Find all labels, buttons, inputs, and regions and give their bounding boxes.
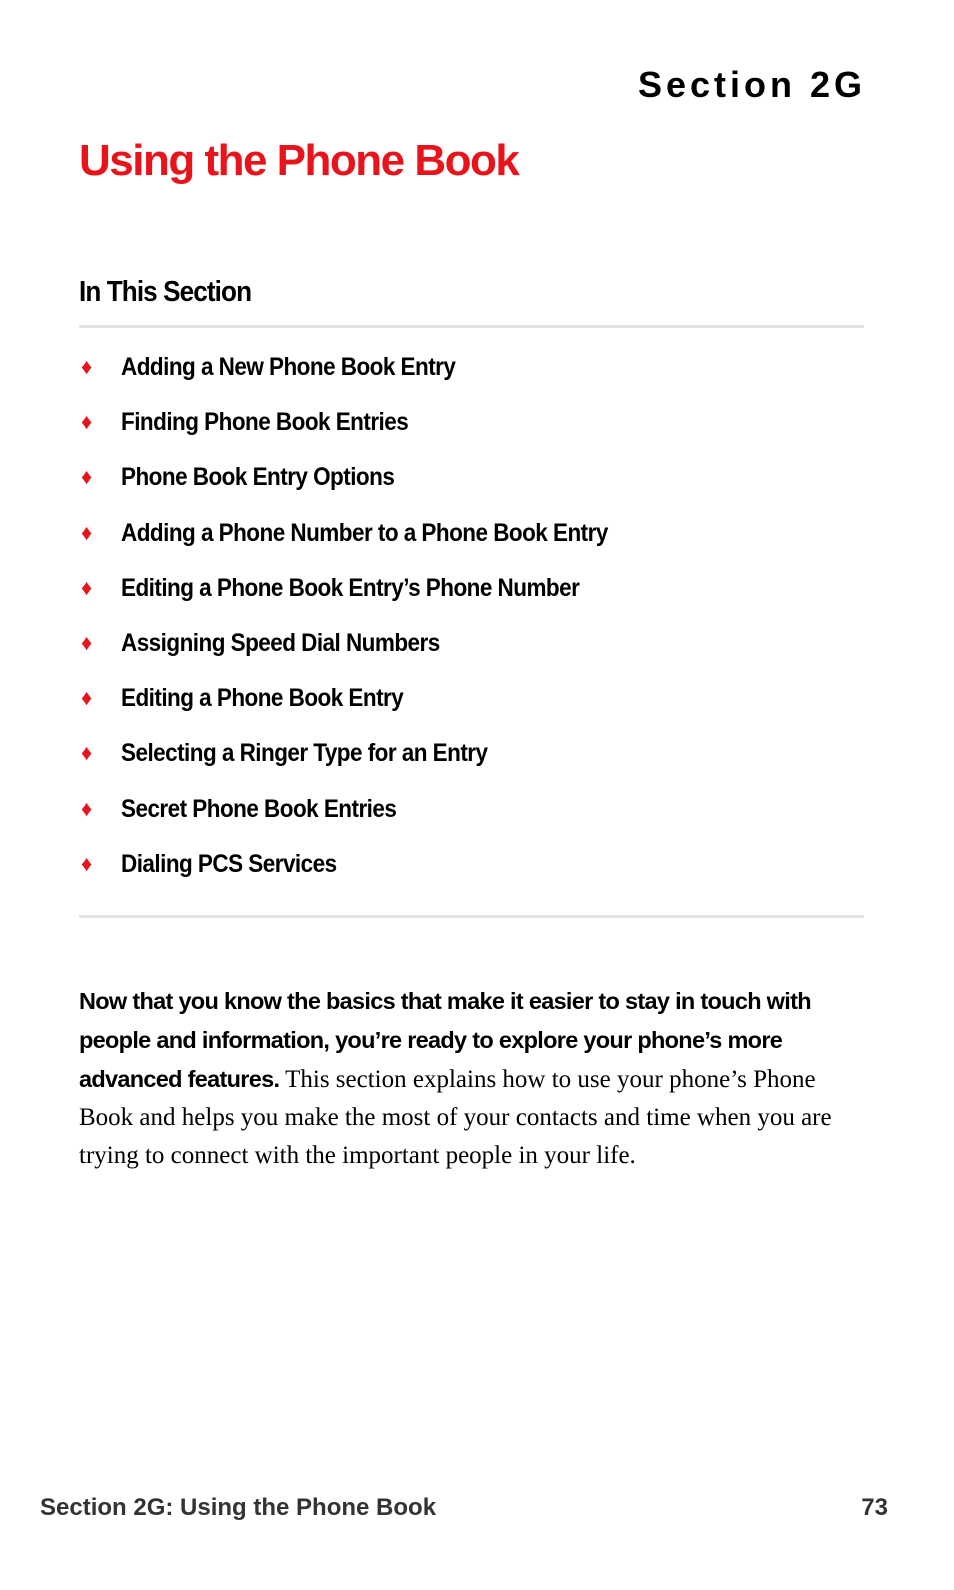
list-item-label: Adding a Phone Number to a Phone Book Entry	[121, 518, 608, 547]
list-item	[79, 569, 662, 624]
red-diamond-icon: ♦	[81, 519, 93, 545]
red-diamond-icon: ♦	[81, 850, 93, 876]
list-item-label: Selecting a Ringer Type for an Entry	[121, 739, 488, 768]
bottom-divider	[79, 915, 864, 918]
red-diamond-icon: ♦	[81, 574, 93, 600]
list-item	[79, 845, 662, 900]
in-this-section-heading: In This Section	[79, 276, 252, 308]
red-diamond-icon: ♦	[81, 740, 93, 766]
red-diamond-icon: ♦	[81, 795, 93, 821]
list-item	[79, 403, 662, 458]
list-item	[79, 790, 662, 845]
page-number: 73	[861, 1494, 888, 1521]
red-diamond-icon: ♦	[81, 409, 93, 435]
section-label: Section 2G	[637, 64, 866, 105]
intro-bold-lead: Now that you know the basics that make it easier to stay in touch with people and information, you’re ready to explore your phone’s more advanced features.	[79, 988, 811, 1092]
page-title: Using the Phone Book	[79, 136, 519, 185]
list-item-label: Finding Phone Book Entries	[121, 408, 409, 437]
list-item	[79, 679, 662, 734]
red-diamond-icon: ♦	[81, 629, 93, 655]
red-diamond-icon: ♦	[81, 685, 93, 711]
intro-paragraph	[79, 982, 869, 1175]
list-item-label: Secret Phone Book Entries	[121, 794, 397, 823]
footer-section-title: Section 2G: Using the Phone Book	[40, 1494, 437, 1521]
list-item	[79, 348, 662, 403]
list-item	[79, 514, 662, 569]
red-diamond-icon: ♦	[81, 464, 93, 490]
list-item	[79, 734, 662, 789]
top-divider	[79, 325, 864, 328]
red-diamond-icon: ♦	[81, 354, 93, 379]
list-item-label: Adding a New Phone Book Entry	[121, 353, 456, 381]
list-item-label: Phone Book Entry Options	[121, 463, 395, 492]
list-item	[79, 624, 662, 679]
intro-body-text: This section explains how to use your phone’s Phone Book and helps you make the most of your contacts and time when you are trying to connect with the important people in your life.	[79, 1066, 832, 1169]
list-item-label: Dialing PCS Services	[121, 849, 337, 878]
list-item-label: Assigning Speed Dial Numbers	[121, 628, 440, 657]
list-item	[79, 458, 662, 513]
list-item-label: Editing a Phone Book Entry’s Phone Number	[121, 573, 580, 602]
section-contents-list	[79, 348, 662, 900]
list-item-label: Editing a Phone Book Entry	[121, 684, 404, 713]
